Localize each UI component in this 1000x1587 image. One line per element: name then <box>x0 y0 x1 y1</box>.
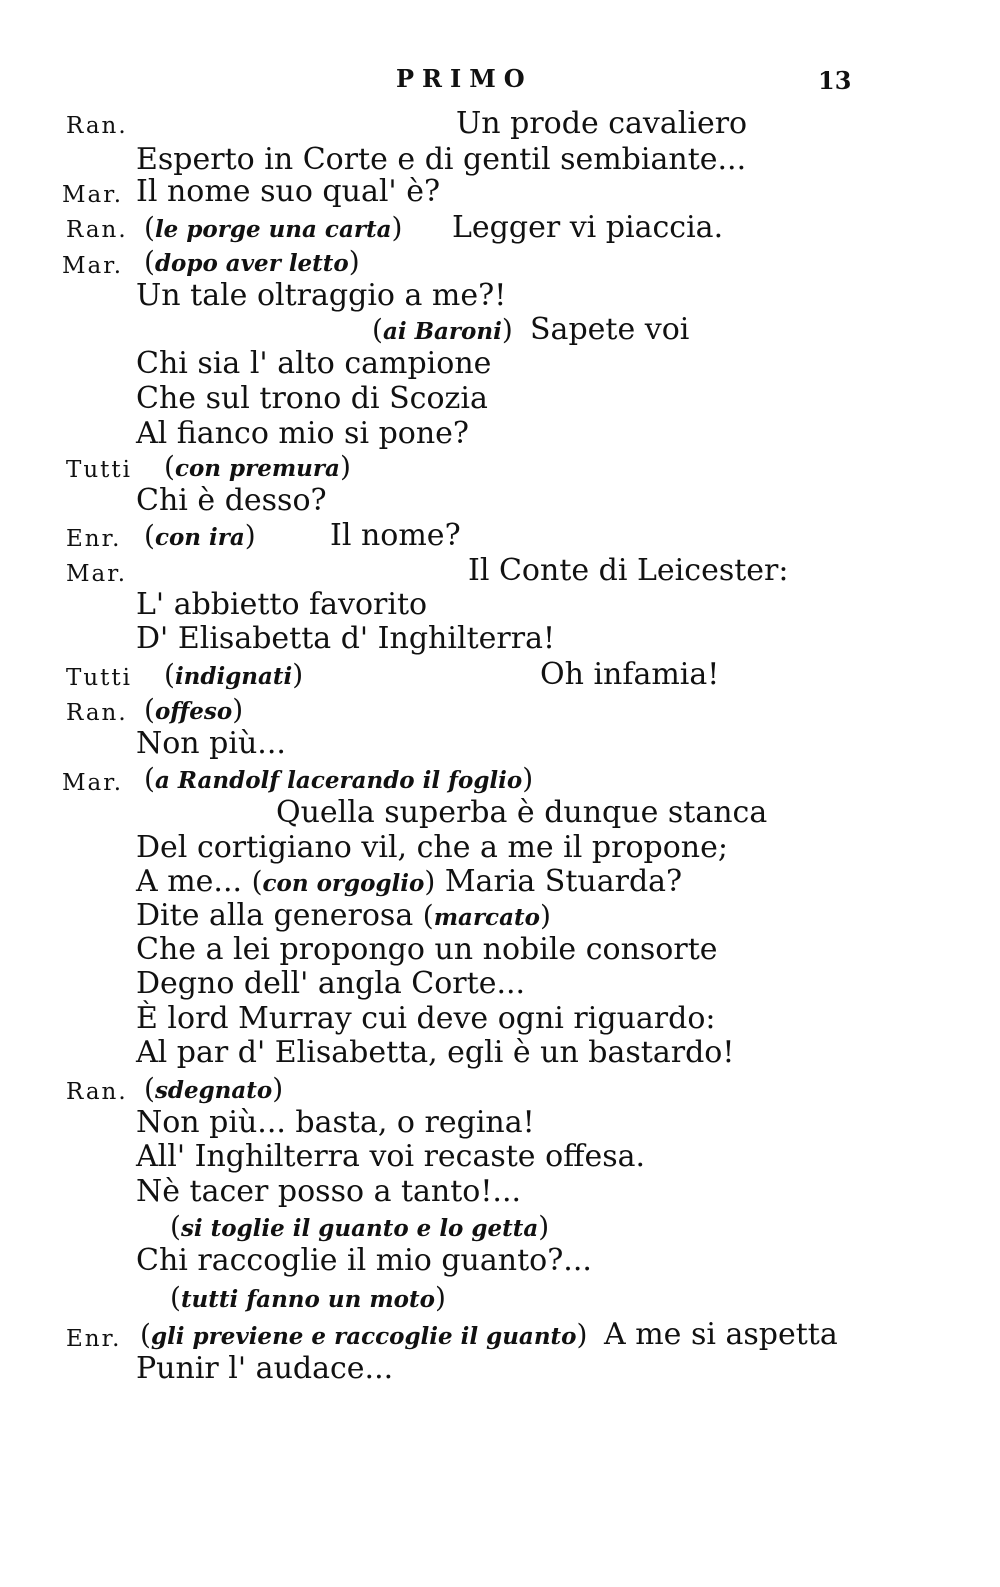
speaker-label: Mar. <box>66 561 128 587</box>
stage-direction-line: (offeso) <box>144 693 244 726</box>
stage-direction: a Randolf lacerando il foglio <box>154 767 523 794</box>
stage-direction: ai Baroni <box>382 318 502 345</box>
stage-direction-line: (tutti fanno un moto) <box>170 1281 446 1314</box>
verse-fragment: Maria Stuarda? <box>444 864 683 899</box>
speaker-label: Mar. <box>62 182 124 208</box>
verse-line: Quella superba è dunque stanca <box>276 795 768 830</box>
verse-line: Chi è desso? <box>136 483 327 518</box>
verse-fragment: Dite alla generosa <box>136 898 414 933</box>
speaker-label: Tutti <box>66 665 132 691</box>
stage-direction: si toglie il guanto e lo getta <box>180 1215 539 1242</box>
page-header-title: PRIMO <box>396 64 533 93</box>
stage-direction: gli previene e raccoglie il guanto <box>150 1323 577 1350</box>
speaker-label: Mar. <box>62 253 124 279</box>
verse-line: A me si aspetta <box>604 1317 838 1352</box>
verse-line: A me... (con orgoglio) Maria Stuarda? <box>136 864 683 899</box>
stage-direction: le porge una carta <box>154 216 392 243</box>
stage-direction-line: (a Randolf lacerando il foglio) <box>144 762 534 795</box>
verse-line: Al par d' Elisabetta, egli è un bastardo! <box>136 1035 735 1070</box>
stage-direction-line: (dopo aver letto) <box>144 245 360 278</box>
verse-line: Legger vi piaccia. <box>452 210 724 245</box>
speaker-label: Enr. <box>66 1326 122 1352</box>
stage-direction: indignati <box>174 663 293 690</box>
stage-direction-line: (con premura) <box>164 450 351 483</box>
speaker-label: Enr. <box>66 526 122 552</box>
stage-direction: tutti fanno un moto <box>180 1286 435 1313</box>
stage-direction: con orgoglio <box>262 870 425 897</box>
verse-line: Non più... basta, o regina! <box>136 1105 535 1140</box>
verse-line: Nè tacer posso a tanto!... <box>136 1174 522 1209</box>
stage-direction: sdegnato <box>154 1077 273 1104</box>
verse-line: Non più... <box>136 726 286 761</box>
verse-line: Sapete voi <box>530 312 690 347</box>
speaker-label: Ran. <box>66 113 128 139</box>
stage-direction-line: (gli previene e raccoglie il guanto) <box>140 1318 588 1351</box>
verse-line: Del cortigiano vil, che a me il propone; <box>136 830 728 865</box>
speaker-label: Ran. <box>66 1079 128 1105</box>
verse-line: Un prode cavaliero <box>456 106 748 141</box>
speaker-label: Mar. <box>62 770 124 796</box>
verse-line: Un tale oltraggio a me?! <box>136 278 507 313</box>
stage-direction: con ira <box>154 524 245 551</box>
verse-line: Degno dell' angla Corte... <box>136 966 526 1001</box>
verse-line: Dite alla generosa (marcato) <box>136 898 551 933</box>
stage-direction-line: (sdegnato) <box>144 1072 284 1105</box>
verse-line: Chi sia l' alto campione <box>136 346 492 381</box>
verse-line: Chi raccoglie il mio guanto?... <box>136 1243 592 1278</box>
stage-direction-line: (si toglie il guanto e lo getta) <box>170 1210 550 1243</box>
verse-line: L' abbietto favorito <box>136 587 428 622</box>
verse-line: Esperto in Corte e di gentil sembiante... <box>136 142 747 177</box>
verse-line: Che sul trono di Scozia <box>136 381 488 416</box>
verse-line: Il Conte di Leicester: <box>468 553 789 588</box>
stage-direction-line: (indignati) <box>164 658 304 691</box>
stage-direction-line: (con ira) <box>144 519 256 552</box>
speaker-label: Tutti <box>66 457 132 483</box>
verse-fragment: A me... <box>136 864 243 899</box>
verse-line: Che a lei propongo un nobile consorte <box>136 932 718 967</box>
stage-direction-line: (le porge una carta) <box>144 211 403 244</box>
stage-direction-line: (ai Baroni) <box>372 313 513 346</box>
verse-line: Il nome? <box>330 518 461 553</box>
page-number: 13 <box>818 66 852 95</box>
speaker-label: Ran. <box>66 700 128 726</box>
verse-line: Punir l' audace... <box>136 1351 394 1386</box>
stage-direction: dopo aver letto <box>154 250 349 277</box>
verse-line: All' Inghilterra voi recaste offesa. <box>136 1139 646 1174</box>
verse-line: Al fianco mio si pone? <box>136 416 470 451</box>
verse-line: Oh infamia! <box>540 657 720 692</box>
speaker-label: Ran. <box>66 217 128 243</box>
stage-direction: offeso <box>154 698 233 725</box>
verse-line: Il nome suo qual' è? <box>136 174 441 209</box>
verse-line: È lord Murray cui deve ogni riguardo: <box>136 1001 716 1036</box>
stage-direction: marcato <box>433 904 540 931</box>
verse-line: D' Elisabetta d' Inghilterra! <box>136 621 556 656</box>
stage-direction: con premura <box>174 455 340 482</box>
